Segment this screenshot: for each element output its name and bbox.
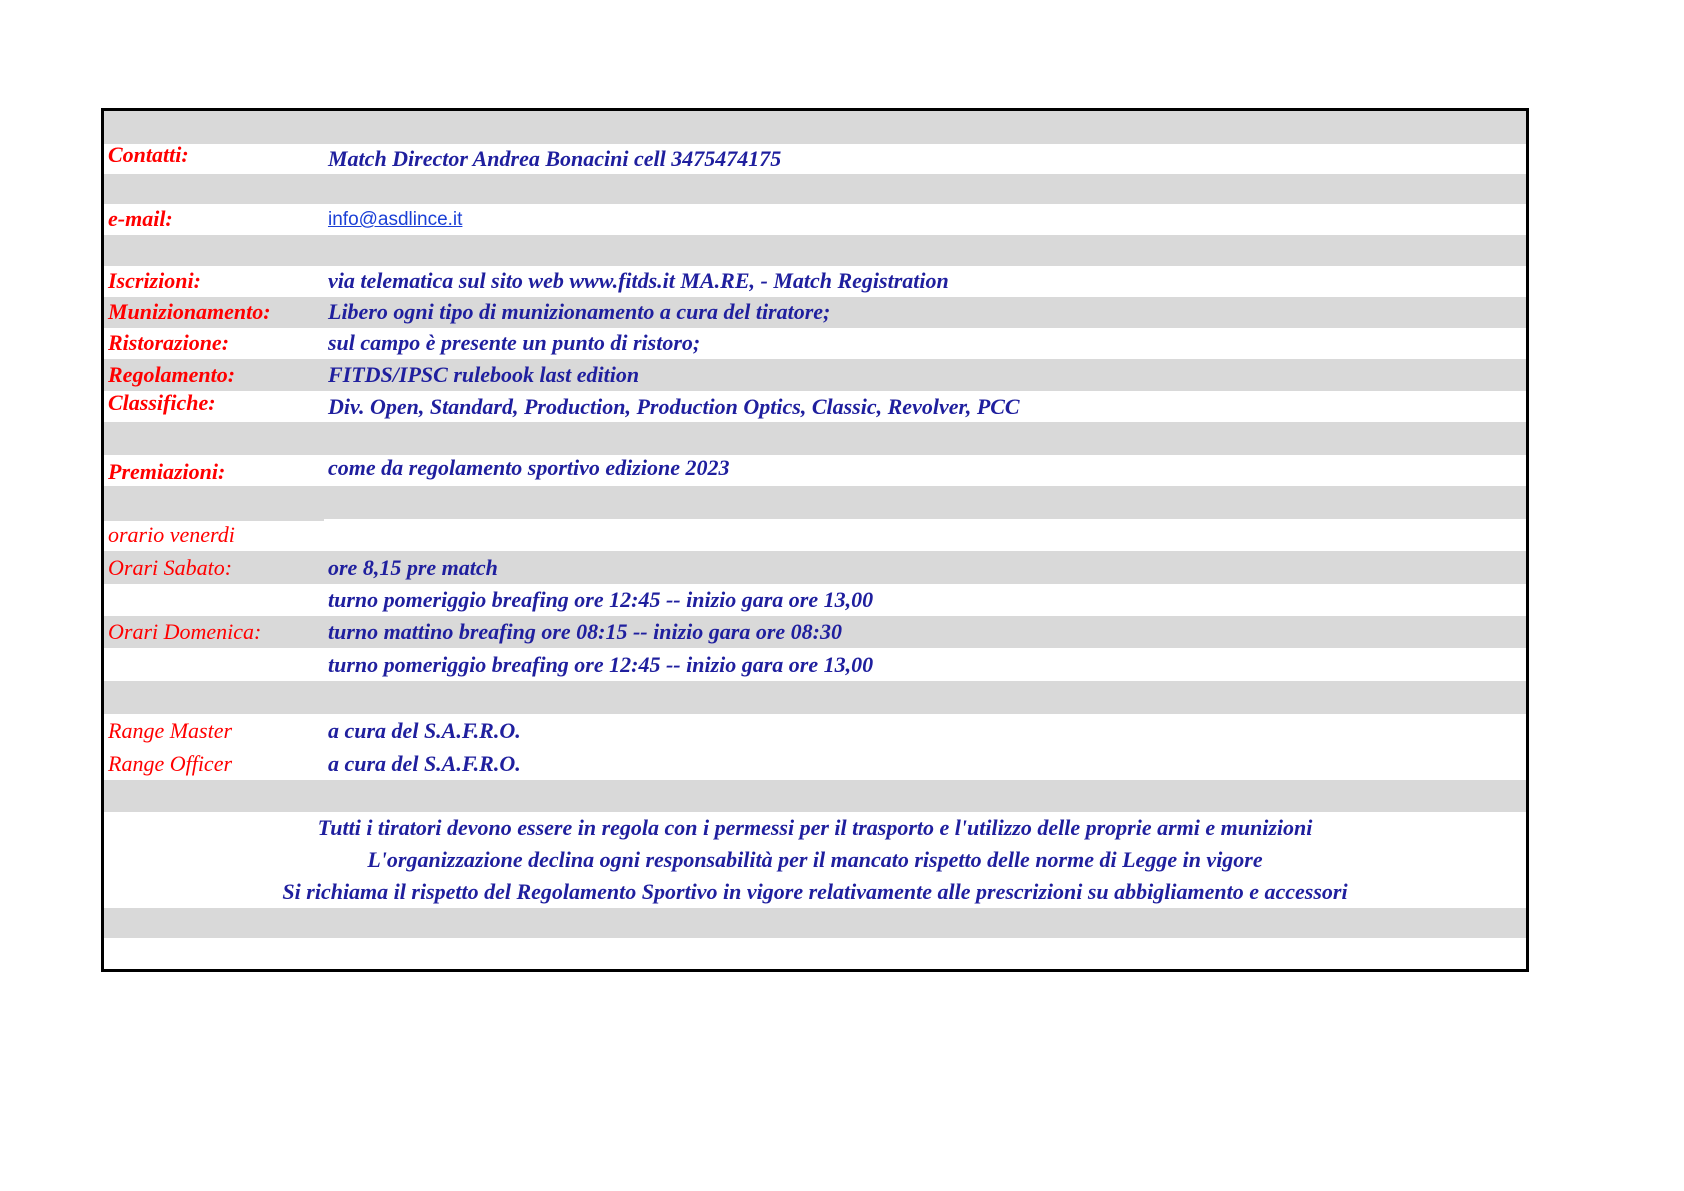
sabato-row-2	[104, 584, 1526, 616]
premiazioni-label: Premiazioni:	[108, 459, 226, 484]
range-master-value: a cura del S.A.F.R.O.	[328, 718, 521, 743]
spacer-row	[104, 938, 1526, 972]
email-row	[104, 204, 1526, 235]
ristorazione-row	[104, 328, 1526, 359]
munizionamento-label: Munizionamento:	[108, 299, 271, 324]
iscrizioni-value: via telematica sul sito web www.fitds.it MA.RE, - Match Registration	[328, 268, 949, 293]
munizionamento-row	[104, 297, 1526, 328]
event-info-sheet	[101, 108, 1529, 972]
iscrizioni-label: Iscrizioni:	[108, 268, 201, 293]
domenica-label: Orari Domenica:	[108, 619, 262, 644]
range-master-label: Range Master	[108, 718, 233, 743]
range-officer-row	[104, 747, 1526, 780]
classifiche-row	[104, 391, 1526, 422]
spacer-row	[104, 486, 1526, 519]
venerdi-label: orario venerdi	[108, 522, 235, 547]
sabato-value-2: turno pomeriggio breafing ore 12:45 -- inizio gara ore 13,00	[328, 587, 874, 612]
email-link[interactable]: info@asdlince.it	[328, 209, 463, 230]
iscrizioni-row	[104, 266, 1526, 297]
email-label: e-mail:	[108, 206, 173, 231]
note-row	[104, 812, 1526, 844]
contatti-value: Match Director Andrea Bonacini cell 3475474175	[328, 146, 782, 171]
note-liability: L'organizzazione declina ogni responsabilità per il mancato rispetto delle norme di Legge in vigore	[367, 847, 1263, 872]
munizionamento-value: Libero ogni tipo di munizionamento a cura del tiratore;	[328, 299, 831, 324]
spacer-row	[104, 681, 1526, 714]
contatti-label: Contatti:	[108, 142, 189, 167]
domenica-value-2: turno pomeriggio breafing ore 12:45 -- inizio gara ore 13,00	[328, 652, 874, 677]
spacer-row	[104, 111, 1526, 144]
sabato-value: ore 8,15 pre match	[328, 555, 498, 580]
venerdi-row	[104, 519, 1526, 551]
regolamento-value: FITDS/IPSC rulebook last edition	[328, 362, 640, 387]
classifiche-value: Div. Open, Standard, Production, Production Optics, Classic, Revolver, PCC	[328, 394, 1020, 419]
note-permits: Tutti i tiratori devono essere in regola con i permessi per il trasporto e l'utilizzo delle proprie armi e munizioni	[317, 815, 1313, 840]
regolamento-row	[104, 359, 1526, 391]
note-row	[104, 876, 1526, 908]
domenica-value: turno mattino breafing ore 08:15 -- inizio gara ore 08:30	[328, 619, 842, 644]
spacer-row	[104, 780, 1526, 812]
spacer-row	[104, 235, 1526, 266]
cell-band	[104, 519, 324, 521]
spacer-row	[104, 174, 1526, 204]
domenica-row	[104, 616, 1526, 648]
premiazioni-value: come da regolamento sportivo edizione 2023	[328, 455, 730, 480]
range-officer-value: a cura del S.A.F.R.O.	[328, 751, 521, 776]
contatti-row	[104, 144, 1526, 174]
ristorazione-label: Ristorazione:	[108, 330, 230, 355]
range-master-row	[104, 714, 1526, 747]
classifiche-label: Classifiche:	[108, 390, 216, 415]
range-officer-label: Range Officer	[108, 751, 233, 776]
domenica-row-2	[104, 648, 1526, 681]
spacer-row	[104, 422, 1526, 455]
spacer-row	[104, 908, 1526, 938]
note-regulation: Si richiama il rispetto del Regolamento Sportivo in vigore relativamente alle prescrizioni su abbigliamento e accessori	[282, 879, 1348, 904]
sabato-label: Orari Sabato:	[108, 555, 233, 580]
sabato-row	[104, 551, 1526, 584]
regolamento-label: Regolamento:	[108, 362, 236, 387]
note-row	[104, 844, 1526, 876]
ristorazione-value: sul campo è presente un punto di ristoro;	[328, 330, 701, 355]
premiazioni-row	[104, 455, 1526, 486]
